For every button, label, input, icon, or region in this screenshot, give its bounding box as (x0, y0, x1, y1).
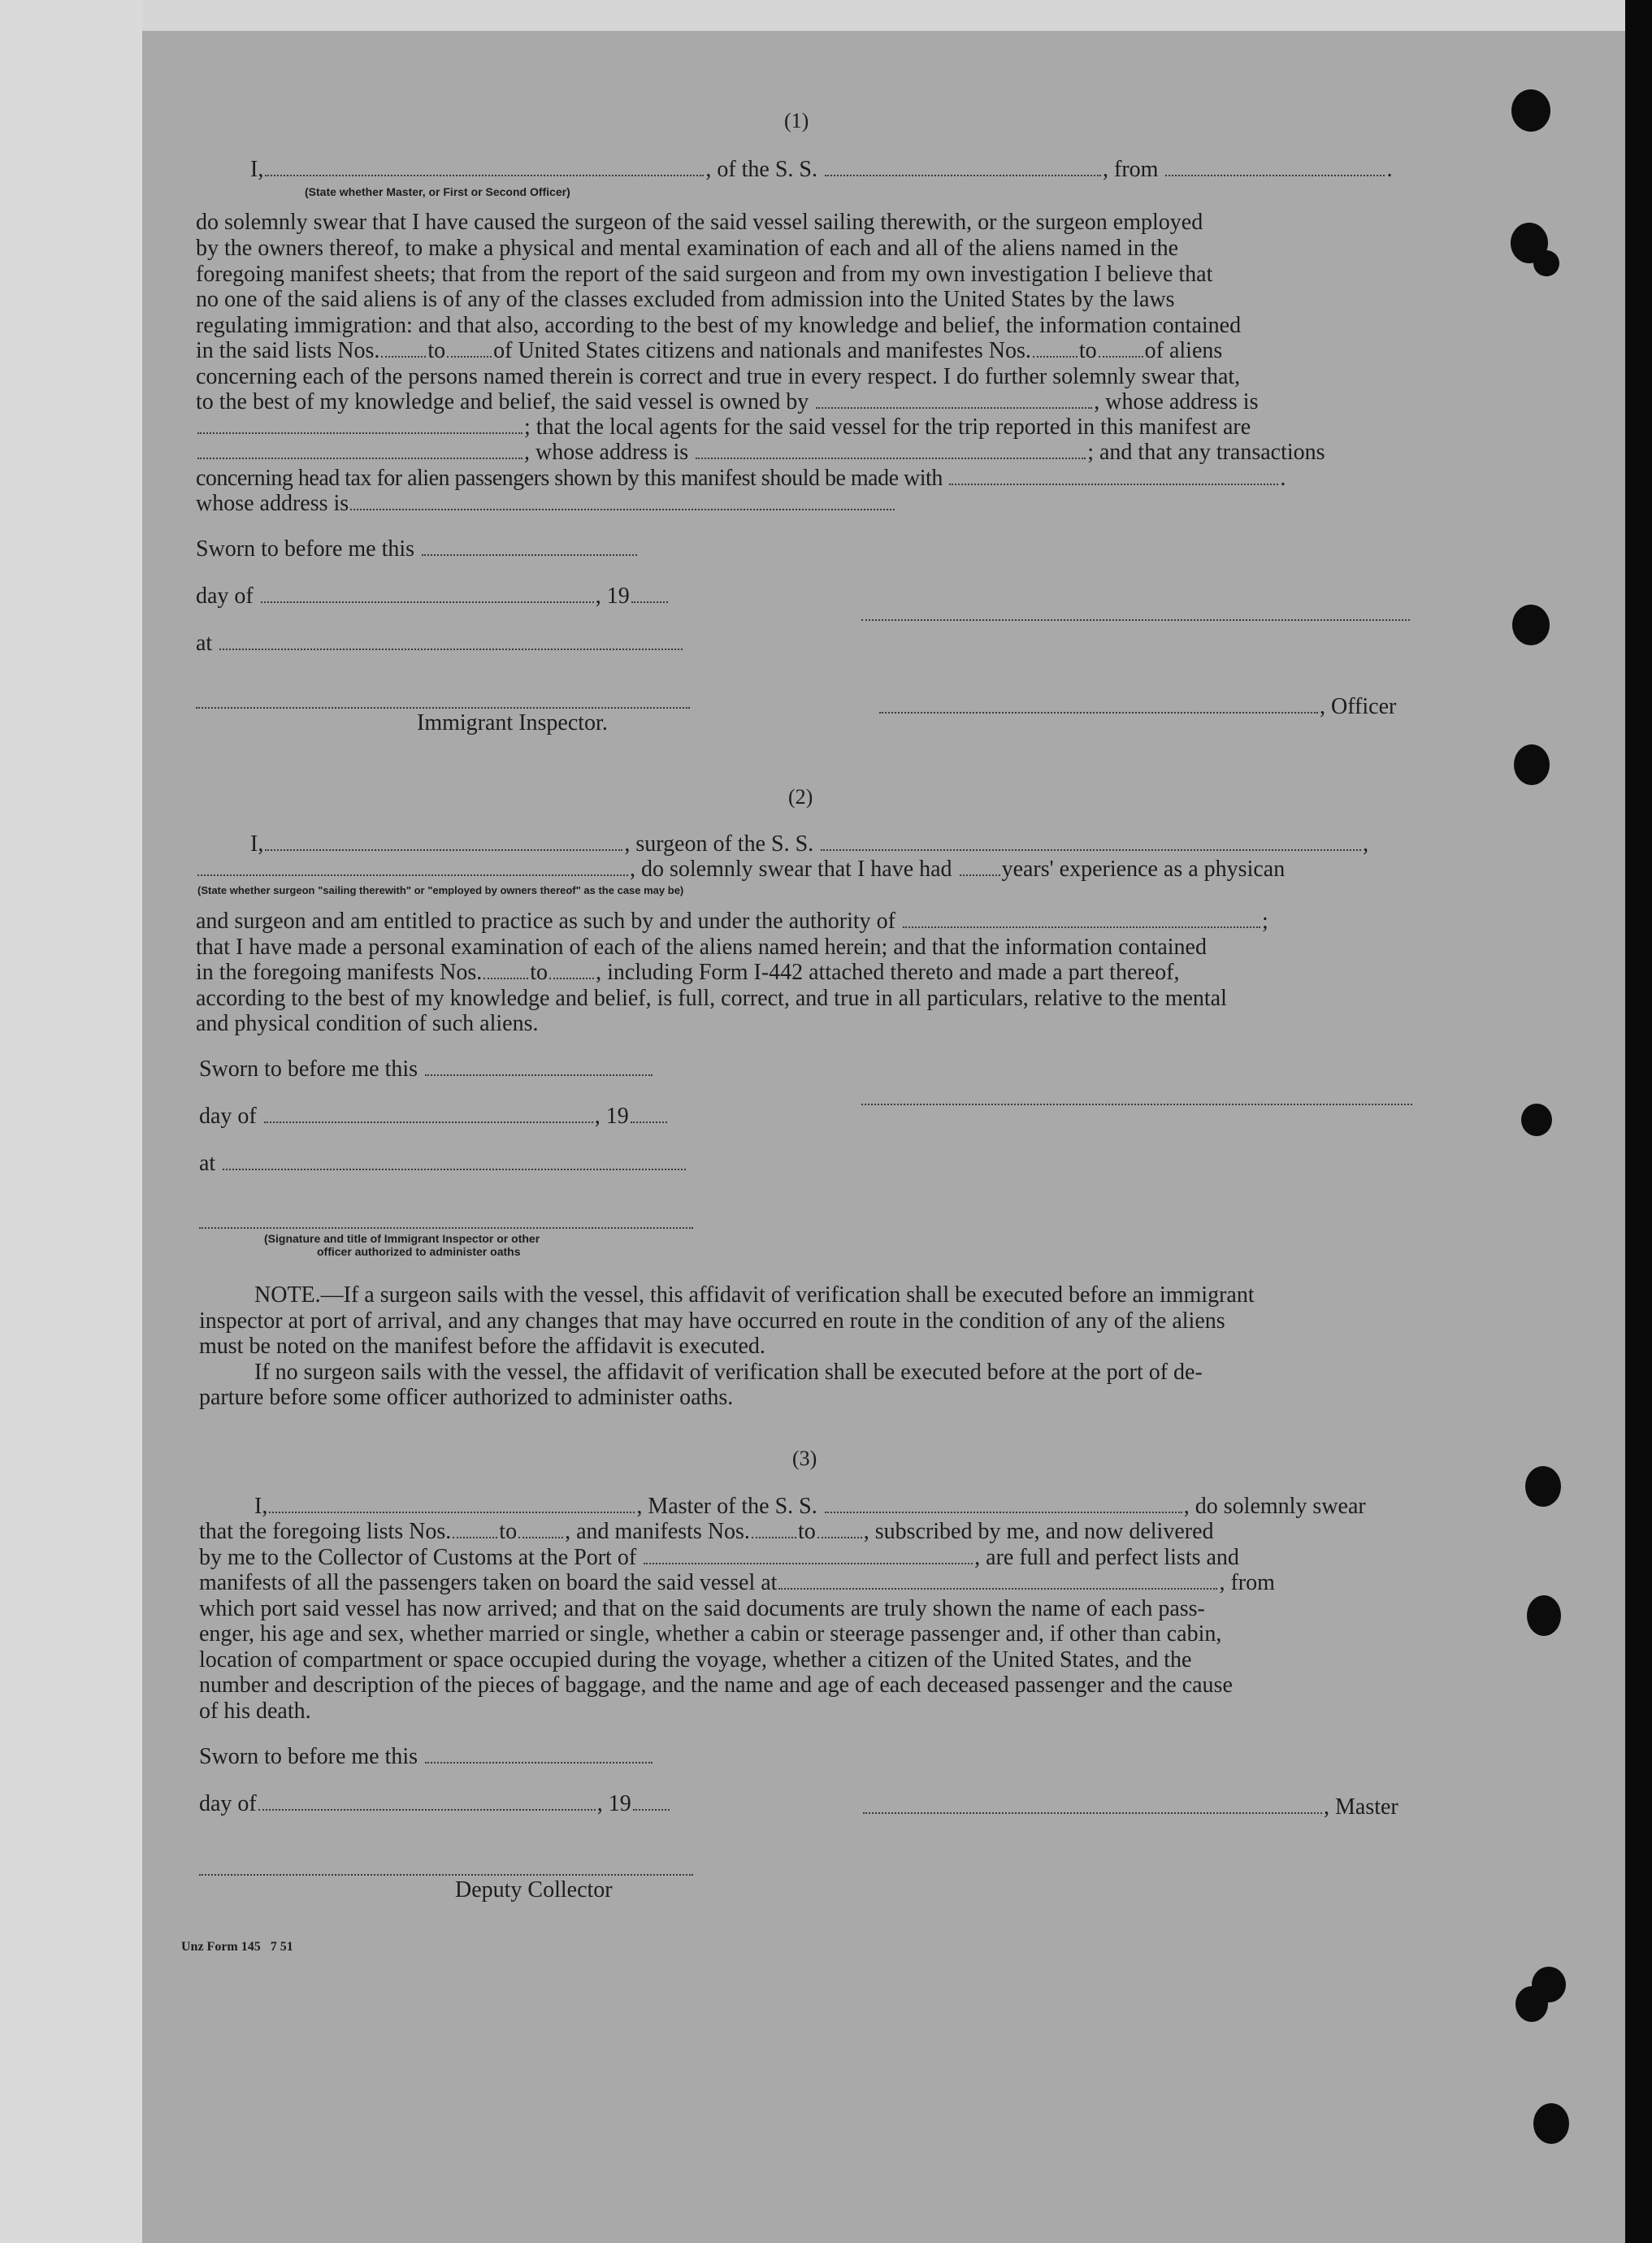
section-1-text: concerning each of the persons named therein is correct and true in every respect. I do further solemnly swear that, (196, 364, 1241, 389)
section-3-master-signature: , Master (861, 1794, 1398, 1820)
section-3-lists-line: that the foregoing lists Nos. to , and manifests Nos. to , subscribed by me, and now delivered (199, 1519, 1214, 1544)
section-1-headtax-address-line: whose address is (196, 491, 896, 517)
punch-hole (1511, 89, 1550, 132)
punch-hole (1514, 744, 1550, 785)
section-1-at: at (196, 631, 684, 657)
section-3-number: (3) (792, 1447, 817, 1470)
section-2-officer-signature-line (199, 1227, 693, 1229)
section-2-text: according to the best of my knowledge and belief, is full, correct, and true in all particulars, relative to the mental (196, 986, 1227, 1011)
section-2-authority-line: and surgeon and am entitled to practice as such by and under the authority of ; (196, 909, 1268, 934)
punch-hole (1521, 1104, 1552, 1136)
section-1-text: foregoing manifest sheets; that from the report of the said surgeon and from my own investigation I believe that (196, 262, 1213, 287)
section-1-master-signature-line (861, 619, 1410, 621)
officer-rank-note: (State whether Master, or First or Second Officer) (305, 185, 570, 198)
manifest-affidavit-page (142, 31, 1625, 2243)
note-text: parture before some officer authorized to administer oaths. (199, 1385, 734, 1410)
section-3-text: location of compartment or space occupied during the voyage, whether a citizen of the United States, and the (199, 1647, 1192, 1672)
punch-hole (1515, 1986, 1548, 2022)
section-2-text: that I have made a personal examination of each of the aliens named herein; and that the information contained (196, 935, 1207, 960)
punch-hole (1533, 250, 1559, 276)
section-3-sworn: Sworn to before me this (199, 1744, 654, 1770)
note-text: must be noted on the manifest before the affidavit is executed. (199, 1334, 765, 1359)
scan-right-margin (1625, 0, 1652, 2243)
surgeon-status-note: (State whether surgeon "sailing therewith" or "employed by owners thereof" as the case may be) (197, 884, 684, 896)
section-2-surgeon-line: I, , surgeon of the S. S. , (250, 831, 1369, 857)
section-3-day-of: day of , 19 (199, 1791, 671, 1817)
section-1-day-of: day of , 19 (196, 584, 670, 610)
section-1-headtax-line: concerning head tax for alien passengers shown by this manifest should be made with . (196, 466, 1286, 491)
section-1-officer-signature: , Officer (878, 694, 1396, 720)
section-1-sworn: Sworn to before me this (196, 536, 639, 562)
scan-left-margin (0, 0, 142, 2243)
inspector-signature-line (196, 707, 690, 709)
section-3-text: which port said vessel has now arrived; and that on the said documents are truly shown the name of each pass- (199, 1596, 1205, 1621)
section-2-sworn: Sworn to before me this (199, 1056, 654, 1082)
section-2-surgeon-signature-line (861, 1104, 1412, 1105)
immigrant-inspector-label: Immigrant Inspector. (417, 710, 608, 735)
section-3-text: enger, his age and sex, whether married or single, whether a cabin or steerage passenger and, if other than cabin, (199, 1621, 1222, 1646)
section-2-text: and physical condition of such aliens. (196, 1011, 539, 1036)
section-2-manifest-line: in the foregoing manifests Nos. to , including Form I-442 attached thereto and made a part thereof, (196, 960, 1180, 985)
section-1-list-numbers-line: in the said lists Nos. to of United States citizens and nationals and manifestes Nos. to of aliens (196, 338, 1223, 363)
punch-hole (1525, 1466, 1561, 1507)
section-3-text: of his death. (199, 1699, 311, 1724)
section-2-experience-line: , do solemnly swear that I have had years' experience as a physican (196, 857, 1285, 883)
section-1-owner-line: to the best of my knowledge and belief, the said vessel is owned by , whose address is (196, 389, 1259, 414)
section-3-boarded-line: manifests of all the passengers taken on board the said vessel at , from (199, 1570, 1275, 1595)
punch-hole (1512, 605, 1550, 645)
section-1-text: by the owners thereof, to make a physical and mental examination of each and all of the aliens named in the (196, 236, 1179, 261)
section-1-agents-line: ; that the local agents for the said vessel for the trip reported in this manifest are (196, 414, 1251, 440)
punch-hole (1533, 2103, 1569, 2144)
note-text: inspector at port of arrival, and any changes that may have occurred en route in the condition of any of the aliens (199, 1308, 1225, 1334)
section-3-text: number and description of the pieces of baggage, and the name and age of each deceased passenger and the cause (199, 1672, 1233, 1698)
section-1-text: do solemnly swear that I have caused the surgeon of the said vessel sailing therewith, or the surgeon employed (196, 210, 1203, 235)
section-1-text: regulating immigration: and that also, according to the best of my knowledge and belief, the information contained (196, 313, 1242, 338)
section-1-agents-address-line: , whose address is ; and that any transactions (196, 440, 1325, 466)
deputy-collector-label: Deputy Collector (455, 1877, 613, 1902)
section-1-officer-line: I, , of the S. S. , from . (250, 157, 1393, 182)
section-2-day-of: day of , 19 (199, 1104, 669, 1130)
note-text: NOTE.—If a surgeon sails with the vessel, this affidavit of verification shall be executed before an immigrant (254, 1282, 1255, 1308)
form-id: Unz Form 145 7 51 (181, 1940, 293, 1954)
signature-title-note: (Signature and title of Immigrant Inspector or other (264, 1232, 540, 1245)
note-text: If no surgeon sails with the vessel, the affidavit of verification shall be executed before at the port of de- (254, 1360, 1203, 1385)
section-1-text: no one of the said aliens is of any of the classes excluded from admission into the United States by the laws (196, 287, 1175, 312)
section-1-number: (1) (784, 109, 809, 132)
section-2-number: (2) (788, 785, 813, 809)
section-3-port-line: by me to the Collector of Customs at the Port of , are full and perfect lists and (199, 1545, 1239, 1570)
punch-hole (1527, 1595, 1561, 1636)
section-3-master-line: I, , Master of the S. S. , do solemnly swear (254, 1494, 1366, 1519)
deputy-collector-signature-line (199, 1874, 693, 1876)
signature-title-note: officer authorized to administer oaths (317, 1245, 521, 1258)
section-2-at: at (199, 1151, 687, 1177)
